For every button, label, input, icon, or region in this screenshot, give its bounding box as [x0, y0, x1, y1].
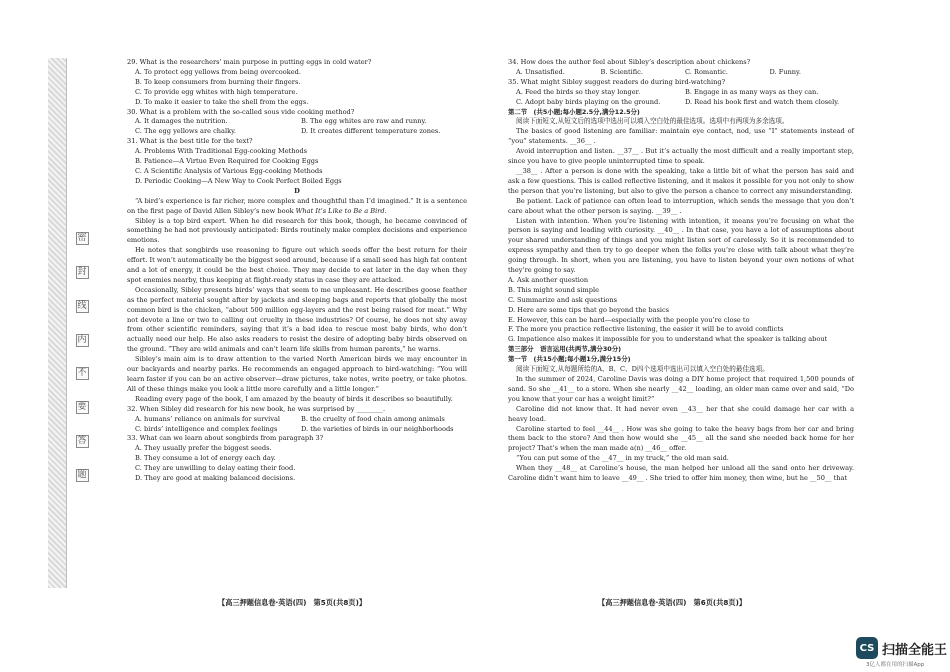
seal-line-notice [75, 232, 89, 482]
seal-char: 题 [77, 469, 87, 480]
section-2-title: 第二节 (共5小题;每小题2.5分,满分12.5分) [508, 107, 640, 116]
question-35-stem: 35. What might Sibley suggest readers do during bird-watching? [508, 77, 726, 86]
question-30-stem: 30. What is a problem with the so-called sous vide cooking method? [127, 107, 355, 116]
seal-char: 密 [77, 233, 87, 243]
option: B. They consume a lot of energy each day. [135, 454, 276, 463]
gap-fill-paragraph: Be patient. Lack of patience can often lead to interruption, which sends the message that you don’t care about what the other person is saying. __39__ . [508, 196, 854, 215]
passage-paragraph [127, 197, 467, 217]
section-1-title: 第一节 (共15小题;每小题1分,满分15分) [508, 355, 631, 364]
option: C. birds’ intelligence and complex feelings [135, 424, 278, 433]
options-row [508, 88, 854, 98]
seal-char: 内 [77, 334, 87, 345]
options-row [127, 127, 467, 137]
passage-paragraph: Reading every page of the book, I am amazed by the beauty of birds it describes so beautifully. [135, 394, 453, 403]
option: D. Funny. [769, 67, 802, 76]
gap-option: F. The more you practice reflective listening, the easier it will be to avoid conflicts [508, 325, 784, 334]
options-row [127, 415, 467, 425]
option: A. humans’ reliance on animals for survival [135, 414, 281, 423]
right-page-column [508, 58, 854, 484]
gap-fill-paragraph: Listen with intention. When you’re listening with intention, it means you’re focusing on what the person is saying and leading with curiosity. __40__ . In that case, you have a lot of assumptions about your shared understanding of things and you might listen sort of carelessly. So it is recommended to express sympathy and then try to go deeper when the folks you’re close with talk about what they’re going through. In short, when you are listening, you have to listen beyond your own notions of what they’re going to say. [508, 216, 854, 275]
option: C. Adopt baby birds playing on the ground. [516, 97, 661, 106]
binding-margin [48, 58, 67, 588]
seal-char: 封 [77, 266, 87, 277]
page-footer-left: 【高三押题信息卷·英语(四) 第5页(共8页)】 [218, 598, 367, 607]
option: B. Patience—A Virtue Even Required for Cooking Eggs [135, 157, 319, 166]
option: B. the cruelty of food chain among animals [301, 414, 445, 423]
option: D. Read his book first and watch them closely. [685, 97, 840, 106]
passage-paragraph: Occasionally, Sibley presents birds’ ways that seem to me unpleasant. He describes goose feather as the perfect material sought after by jackets and sleeping bags and reports that globally the most common bird is the chicken, “about 500 million egg-layers and the rest being raised for meat.” Why not devote a line or two to calling out cruelty in these industries? Of course, he does not shy away from other scientific reminders, saying that it’s a bad idea to rescue most baby birds, who don’t actually need our help. He also asks readers to resist the desire of adopting baby birds observed on the ground. “They are wild animals and can’t learn life skills from human parents,” he warns. [127, 285, 467, 354]
option: D. It creates different temperature zones. [301, 127, 441, 136]
paragraph-text: . [384, 206, 387, 215]
left-page-column [127, 58, 467, 484]
passage-paragraph: Sibley’s main aim is to draw attention to the varied North American birds we may encounter in our backyards and nearby parks. He recommends an engaged approach to bird-watching: “You will learn faster if you can be an active observer—draw pictures, take notes, write poetry, or take photos. All of these things make you look a little more carefully and a little longer.” [127, 355, 467, 393]
option: D. To make it easier to take the shell from the eggs. [135, 97, 309, 106]
cloze-paragraph: Caroline started to feel __44__ . How was she going to take the heavy bags from her car and bring them back to the store? And then how would she __45__ all the sand she needed back home for her project? That’s when the man made a(n) __46__ offer. [508, 424, 854, 453]
option: B. Engage in as many ways as they can. [685, 87, 819, 96]
option: C. The egg yellows are chalky. [135, 127, 237, 136]
question-32-stem: 32. When Sibley did research for his new book, he was surprised by ________. [127, 404, 386, 413]
seal-char: 答 [77, 436, 87, 447]
section-1-instructions: 阅读下面短文,从每题所给的A、B、C、D四个选项中选出可以填入空白处的最佳选项。 [516, 365, 769, 374]
question-29-stem: 29. What is the researchers' main purpose in putting eggs in cold water? [127, 58, 372, 66]
seal-char: 要 [77, 402, 87, 413]
part-3-title: 第三部分 语言运用(共两节,满分30分) [508, 345, 622, 354]
options-row [127, 117, 467, 127]
passage-label: D [294, 186, 300, 195]
question-33-stem: 33. What can we learn about songbirds from paragraph 3? [127, 434, 324, 443]
cs-badge-icon: CS [856, 637, 878, 659]
cloze-paragraph: When they __48__ at Caroline’s house, the man helped her unload all the sand onto her driveway. Caroline didn’t want him to leave __49__ . She tried to offer him money, then wine, but he __50__ that [508, 464, 854, 483]
option: A. It damages the nutrition. [135, 117, 228, 126]
option: C. They are unwilling to delay eating their food. [135, 464, 296, 473]
option: A. Unsatisfied. [516, 67, 565, 76]
page-footer-right: 【高三押题信息卷·英语(四) 第6页(共8页)】 [598, 598, 747, 607]
question-31-stem: 31. What is the best title for the text? [127, 137, 253, 146]
option: C. To provide egg whites with high temperature. [135, 87, 298, 96]
cloze-paragraph: Caroline did not know that. It had never even __43__ her that she could damage her car with a heavy load. [508, 404, 854, 423]
logo-name: 扫描全能王 [882, 642, 948, 658]
options-row [127, 425, 467, 435]
gap-option: G. Impatience also makes it impossible for you to understand what the speaker is talking about [508, 335, 828, 344]
option: A. To protect egg yellows from being overcooked. [135, 67, 301, 76]
gap-option: D. Here are some tips that go beyond the basics [508, 305, 670, 314]
passage-paragraph: Sibley is a top bird expert. When he did research for this book, though, he became convinced of something he had not previously anticipated: Birds routinely make complex decisions and experience emotions. [127, 216, 467, 245]
book-title: What It’s Like to Be a Bird [295, 206, 385, 215]
option: A. Problems With Traditional Egg-cooking Methods [135, 147, 308, 156]
logo-tagline: 3亿人都在用的扫描App [866, 662, 925, 668]
option: B. Scientific. [600, 67, 643, 76]
gap-option: A. Ask another question [508, 275, 589, 284]
options-row [508, 68, 854, 78]
gap-option: B. This might sound simple [508, 285, 599, 294]
gap-fill-paragraph: The basics of good listening are familiar: maintain eye contact, nod, use “I” statements instead of “you” statements. __36__ . [508, 127, 854, 146]
option: A. Feed the birds so they stay longer. [516, 87, 641, 96]
cloze-paragraph: In the summer of 2024, Caroline Davis was doing a DIY home project that required 1,500 pounds of sand. So she __41__ to a store. When she nearly __42__ loading, an older man came over and said, “Do you know that your car has a weight limit?” [508, 375, 854, 403]
option: C. A Scientific Analysis of Various Egg-cooking Methods [135, 166, 323, 175]
gap-option: E. However, this can be hard—especially with the people you’re close to [508, 315, 750, 324]
option: D. the varieties of birds in our neighborhoods [301, 424, 454, 433]
gap-option: C. Summarize and ask questions [508, 295, 617, 304]
section-2-instructions: 阅读下面短文,从短文后的选项中选出可以填入空白处的最佳选项。选项中有两项为多余选项。 [516, 117, 789, 126]
option: D. They are good at making balanced decisions. [135, 474, 296, 483]
passage-paragraph: He notes that songbirds use reasoning to figure out which seeds offer the best return for their effort. It won’t automatically be the biggest seed around, because if a small seed has high fat content and a lot of energy, it could be the best choice. They may decide to eat later in the day when they spot enemies nearby, thus keeping at flight-ready status in case they are attacked. [127, 246, 467, 284]
seal-char: 不 [77, 368, 87, 379]
camscanner-logo [856, 637, 947, 659]
option: C. Romantic. [685, 67, 728, 76]
paragraph-text: “A bird’s experience is far richer, more complex and thoughtful than I’d imagined.” It is a sentence on the first page of David Allen Sibley’s new book [127, 196, 467, 215]
option: B. The egg whites are raw and runny. [301, 117, 427, 126]
option: B. To keep consumers from burning their fingers. [135, 77, 301, 86]
question-34-stem: 34. How does the author feel about Sibley’s description about chickens? [508, 58, 751, 66]
option: A. They usually prefer the biggest seeds. [135, 444, 272, 453]
seal-char: 线 [77, 300, 87, 311]
options-row [508, 98, 854, 108]
gap-fill-paragraph: Avoid interruption and listen. __37__ . But it’s actually the most difficult and a really important step, since you have to give people uninterrupted time to speak. [508, 147, 854, 166]
option: D. Periodic Cooking—A New Way to Cook Perfect Boiled Eggs [135, 176, 342, 185]
cloze-paragraph: “You can put some of the __47__ in my truck,” the old man said. [516, 454, 729, 463]
gap-fill-paragraph: __38__ . After a person is done with the speaking, take a little bit of what the person has said and ask a few questions. This is called reflective listening, and it makes it possible for you not only to show the person that you’re listening, but also to give the person a chance to correct any misunderstanding. [508, 166, 854, 195]
